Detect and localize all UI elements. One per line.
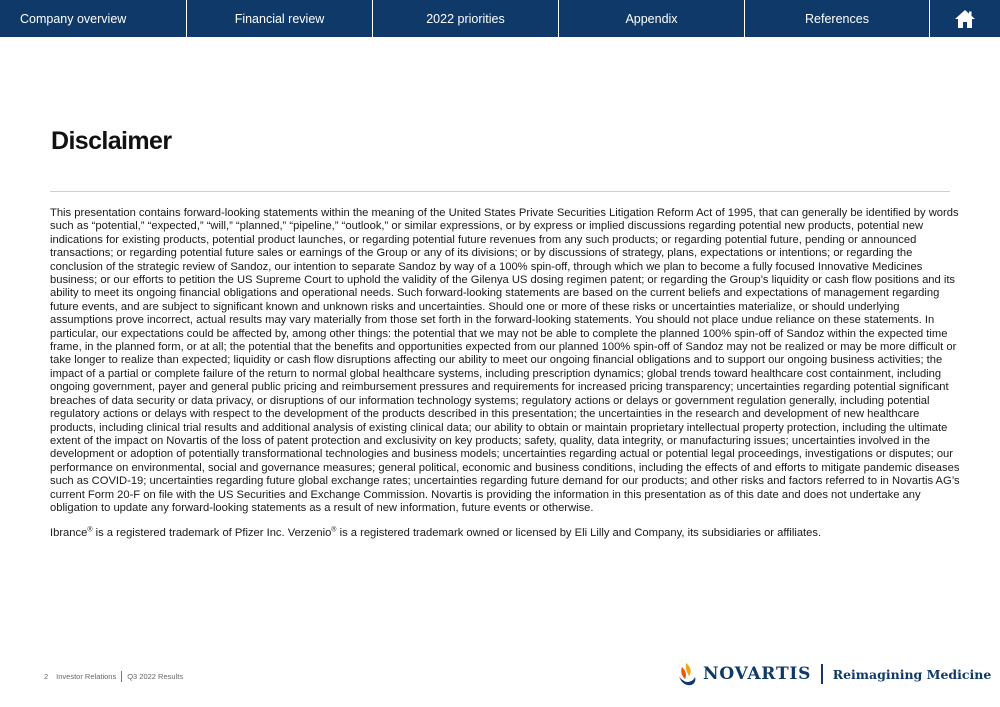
- registered-mark: ®: [87, 526, 93, 534]
- tab-company-overview[interactable]: Company overview: [0, 0, 187, 37]
- footer-divider: [121, 671, 122, 682]
- tab-2022-priorities[interactable]: 2022 priorities: [373, 0, 559, 37]
- home-button[interactable]: [930, 0, 1000, 37]
- trademark-brand-ibrance: Ibrance: [50, 527, 88, 539]
- tab-financial-review[interactable]: Financial review: [187, 0, 373, 37]
- trademark-text-pfizer: is a registered trademark of Pfizer Inc.: [92, 527, 288, 539]
- disclaimer-text: This presentation contains forward-looking statements within the meaning of the United States Private Securities Litigation Reform Act of 1995, that can generally be identified by words such as “potential,” “expected,” “will,” “planned,” “pipeline,” “outlook,” or similar expressions, or by express or implied discussions regarding potential new products, potential new indications for existing products, potential product launches, or regarding potential future revenues from any such products; or regarding potential future, pending or announced transactions; or regarding potential future sales or earnings of the Group or any of its divisions; or by discussions of strategy, plans, expectations or intentions; or regarding the conclusion of the strategic review of Sandoz, our intention to separate Sandoz by way of a 100% spin-off, through which we plan to become a fully focused Innovative Medicines business; or our efforts to petition the US Supreme Court to uphold the validity of the Gilenya US dosing regimen patent; or regarding the Group’s liquidity or cash flow positions and its ability to meet its ongoing financial obligations and operational needs. Such forward-looking statements are based on the current beliefs and expectations of management regarding future events, and are subject to significant known and unknown risks and uncertainties. Should one or more of these risks or uncertainties materialize, or should underlying assumptions prove incorrect, actual results may vary materially from those set forth in the forward-looking statements. You should not place undue reliance on these statements. In particular, our expectations could be affected by, among other things: the potential that we may not be able to complete the planned 100% spin-off of Sandoz within the expected time frame, in the planned form, or at all; the potential that the benefits and opportunities expected from our planned 100% spin-off of Sandoz may not be realized or may be more difficult or take longer to realize than expected; liquidity or cash flow disruptions affecting our ability to meet our ongoing financial obligations and to support our ongoing business activities; the impact of a partial or complete failure of the return to normal global healthcare systems, including prescription dynamics; global trends toward healthcare cost containment, including ongoing government, payer and general public pricing and reimbursement pressures and requirements for increased pricing transparency; uncertainties regarding potential significant breaches of data security or data privacy, or disruptions of our information technology systems; regulatory actions or delays or government regulation generally, including potential regulatory actions or delays with respect to the development of the products described in this presentation; the uncertainties in the research and development of new healthcare products, including clinical trial results and additional analysis of existing clinical data; our ability to obtain or maintain proprietary intellectual property protection, including the ultimate extent of the impact on Novartis of the loss of patent protection and exclusivity on key products; safety, quality, data integrity, or manufacturing issues; uncertainties involved in the development or adoption of potentially transformational technologies and business models; uncertainties regarding actual or potential legal proceedings, investigations or disputes; our performance on environmental, social and governance measures; general political, economic and business conditions, including the effects of and efforts to mitigate pandemic diseases such as COVID-19; uncertainties regarding future global exchange rates; uncertainties regarding future demand for our products; and other risks and factors referred to in Novartis AG’s current Form 20-F on file with the US Securities and Exchange Commission. Novartis is providing the information in this presentation as of this date and does not undertake any obligation to update any forward-looking statements as a result of new information, future events or otherwise.: [50, 207, 960, 514]
- registered-mark: ®: [331, 526, 337, 534]
- novartis-logo: [677, 660, 991, 688]
- logo-tagline: Reimagining Medicine: [832, 666, 992, 682]
- title-divider: [50, 191, 950, 192]
- logo-divider: [821, 664, 823, 684]
- tab-references[interactable]: References: [745, 0, 930, 37]
- logo-wordmark: NOVARTIS: [703, 664, 812, 684]
- footer-period: Q3 2022 Results: [127, 672, 184, 681]
- trademark-text-lilly: is a registered trademark owned or licensed by Eli Lilly and Company, its subsidiaries or affiliates.: [336, 527, 822, 539]
- page-title: Disclaimer: [51, 127, 172, 155]
- footer: [44, 671, 183, 682]
- tab-appendix[interactable]: Appendix: [559, 0, 745, 37]
- trademark-notice: [50, 527, 960, 540]
- flame-icon: [677, 661, 697, 687]
- home-icon: [954, 9, 976, 29]
- footer-section: Investor Relations: [56, 672, 117, 681]
- top-navigation: [0, 0, 1000, 37]
- page-number: 2: [44, 672, 49, 681]
- trademark-brand-verzenio: Verzenio: [287, 527, 332, 539]
